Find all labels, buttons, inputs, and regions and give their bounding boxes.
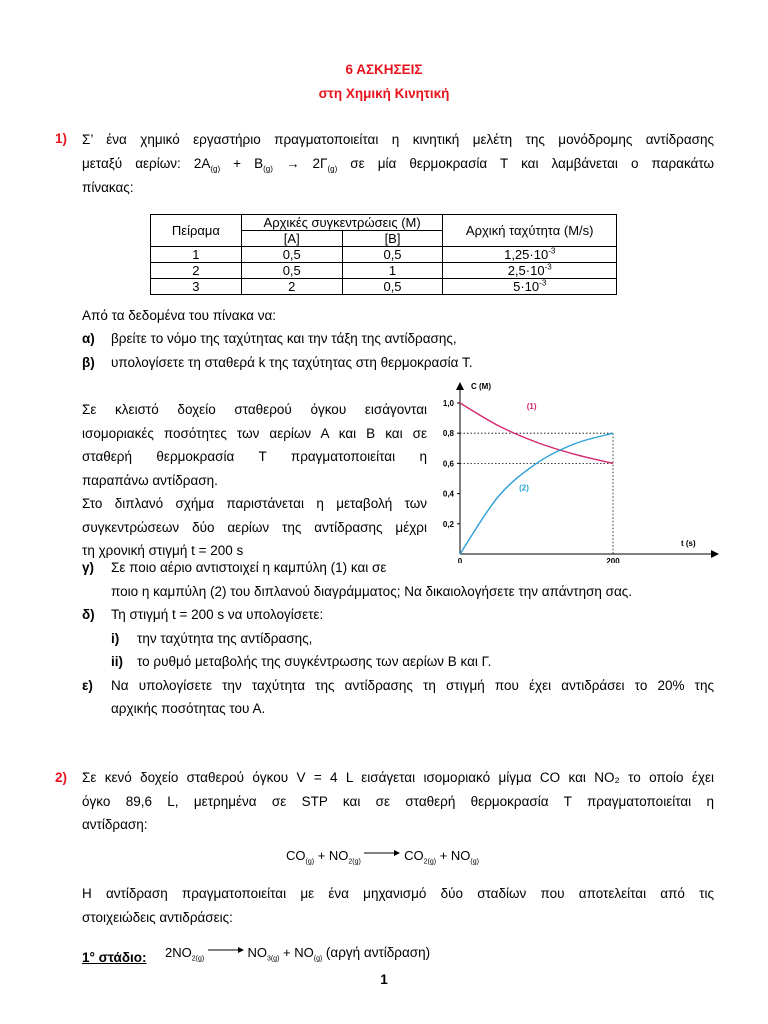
question-a-text: βρείτε το νόμο της ταχύτητας και την τάξη της αντίδρασης, [111, 331, 457, 346]
step1-label: 1° στάδιο: [82, 950, 147, 965]
table-header-initial-conc: Αρχικές συγκεντρώσεις (M) [241, 215, 443, 231]
question-b-text: υπολογίσετε τη σταθερά k της ταχύτητας στη θερμοκρασία Τ. [111, 355, 473, 370]
ex2-line: Σε κενό δοχείο σταθερού όγκου V = 4 L εισάγεται ισομοριακό μίγμα CO και NO₂ το οποίο έχει [82, 770, 714, 785]
table-row [151, 247, 617, 263]
description-line: ισομοριακές ποσότητες των αερίων Α και Β και σε [82, 425, 427, 441]
question-d-i-text: την ταχύτητα της αντίδρασης, [137, 631, 313, 646]
from-table-text: Από τα δεδομένα του πίνακα να: [82, 308, 277, 323]
table-row [151, 263, 617, 279]
mech-line: στοιχειώδεις αντιδράσεις: [82, 909, 233, 925]
question-d-label: δ) [82, 607, 95, 622]
y-tick-label: 0,8 [442, 429, 454, 439]
question-b-label: β) [82, 355, 95, 370]
main-equation: $CO_{(g)} + NO_{2(g)}$ $CO_{2(g)} + NO_{(g)}$ [286, 848, 479, 863]
y-tick-label: 0,6 [442, 459, 454, 469]
series-label-1: (1) [526, 402, 537, 412]
question-e-line1: Να υπολογίσετε την ταχύτητα της αντίδρασης τη στιγμή που έχει αντιδράσει το 20% της [111, 678, 714, 693]
question-e-line2: αρχικής ποσότητας του Α. [111, 701, 266, 716]
table-cell: 3 [151, 279, 242, 295]
exercise-1-intro-line1: Σ’ ένα χημικό εργαστήριο πραγματοποιείται η κινητική μελέτη της μονόδρομης αντίδρασης [82, 132, 714, 147]
question-d-ii-text: το ρυθμό μεταβολής της συγκέντρωσης των αερίων Β και Γ. [137, 654, 492, 669]
question-c-line2: ποιο η καμπύλη (2) του διπλανού διαγράμματος; Να δικαιολογήσετε την απάντηση σας. [111, 584, 633, 599]
table-header-b: [B] [342, 231, 443, 247]
x-axis-label: t (s) [681, 539, 696, 548]
y-tick-label: 0,2 [442, 519, 454, 529]
description-line: συγκεντρώσεων δύο αερίων της αντίδρασης μέχρι [82, 519, 427, 535]
table-cell: $2,5\cdot 10^{-3}$ [443, 263, 617, 279]
question-c-label: γ) [82, 560, 95, 575]
rate-data-table [150, 214, 617, 295]
exercise-2-text [82, 766, 714, 837]
table-cell: 0,5 [342, 279, 443, 295]
x-tick-label: 0 [457, 557, 463, 563]
table-cell: 1 [342, 263, 443, 279]
table-cell: 0,5 [342, 247, 443, 263]
table-header-experiment: Πείραμα [151, 215, 242, 247]
ex2-line: όγκο 89,6 L, μετρημένα σε STP και σε σταθερή θερμοκρασία Τ πραγματοποιείται η [82, 793, 714, 809]
page-subtitle: στη Χημική Κινητική [318, 86, 450, 101]
description-line: Σε κλειστό δοχείο σταθερού όγκου εισάγονται [82, 402, 427, 417]
x-tick-label: 200 [606, 557, 620, 563]
ex2-line: αντίδραση: [82, 817, 148, 832]
reaction-arrow [364, 844, 400, 859]
table-row [151, 279, 617, 295]
exercise-1-intro-line2: μεταξύ αερίων: $2A_{(g)} + B_{(g)} \to 2\Gamma_{(g)}$ σε μία θερμοκρασία Τ και λαμβάνεται ο παρακάτω [82, 156, 715, 174]
exercise-2-number: 2) [55, 770, 68, 785]
reaction-arrow [208, 941, 244, 956]
question-e-label: ε) [82, 678, 93, 693]
step1-equation: $2NO_{2(g)}$ $NO_{3(g)} + NO_{(g)}$ (αργή αντίδραση) [165, 945, 430, 960]
concentration-time-chart [425, 378, 725, 563]
description-line: Στο διπλανό σχήμα παριστάνεται η μεταβολή των [82, 496, 427, 511]
table-cell: 2 [151, 263, 242, 279]
table-header-rate: Αρχική ταχύτητα (M/s) [443, 215, 617, 247]
description-line: παραπάνω αντίδραση. [82, 472, 218, 488]
y-tick-label: 0,4 [442, 489, 454, 499]
table-cell: 0,5 [241, 263, 342, 279]
y-axis-label: C (M) [471, 382, 491, 391]
chart-description [82, 398, 427, 563]
page-number: 1 [380, 972, 388, 987]
y-tick-label: 1,0 [442, 399, 454, 408]
mech-line: Η αντίδραση πραγματοποιείται με ένα μηχανισμό δύο σταδίων που αποτελείται από τις [82, 886, 714, 901]
exercise-1-intro-line3: πίνακας: [82, 180, 134, 195]
table-cell: $1,25\cdot 10^{-3}$ [443, 247, 617, 263]
question-d-text: Τη στιγμή t = 200 s να υπολογίσετε: [111, 607, 324, 622]
mechanism-text [82, 882, 714, 929]
table-cell: 0,5 [241, 247, 342, 263]
question-a-label: α) [82, 331, 95, 346]
table-cell: 2 [241, 279, 342, 295]
series-line-2 [460, 433, 613, 554]
exercise-1-number: 1) [55, 131, 68, 146]
table-cell: 1 [151, 247, 242, 263]
question-d-i-label: i) [111, 631, 120, 646]
table-header-a: [A] [241, 231, 342, 247]
question-d-ii-label: ii) [111, 654, 123, 669]
question-c-line1: Σε ποιο αέριο αντιστοιχεί η καμπύλη (1) και σε [111, 560, 387, 575]
page-title: 6 ΑΣΚΗΣΕΙΣ [345, 62, 423, 77]
table-cell: $5\cdot 10^{-3}$ [443, 279, 617, 295]
series-label-2: (2) [519, 483, 529, 493]
description-line: σταθερή θερμοκρασία Τ πραγματοποιείται η [82, 449, 427, 464]
description-line: τη χρονική στιγμή t = 200 s [82, 543, 244, 558]
